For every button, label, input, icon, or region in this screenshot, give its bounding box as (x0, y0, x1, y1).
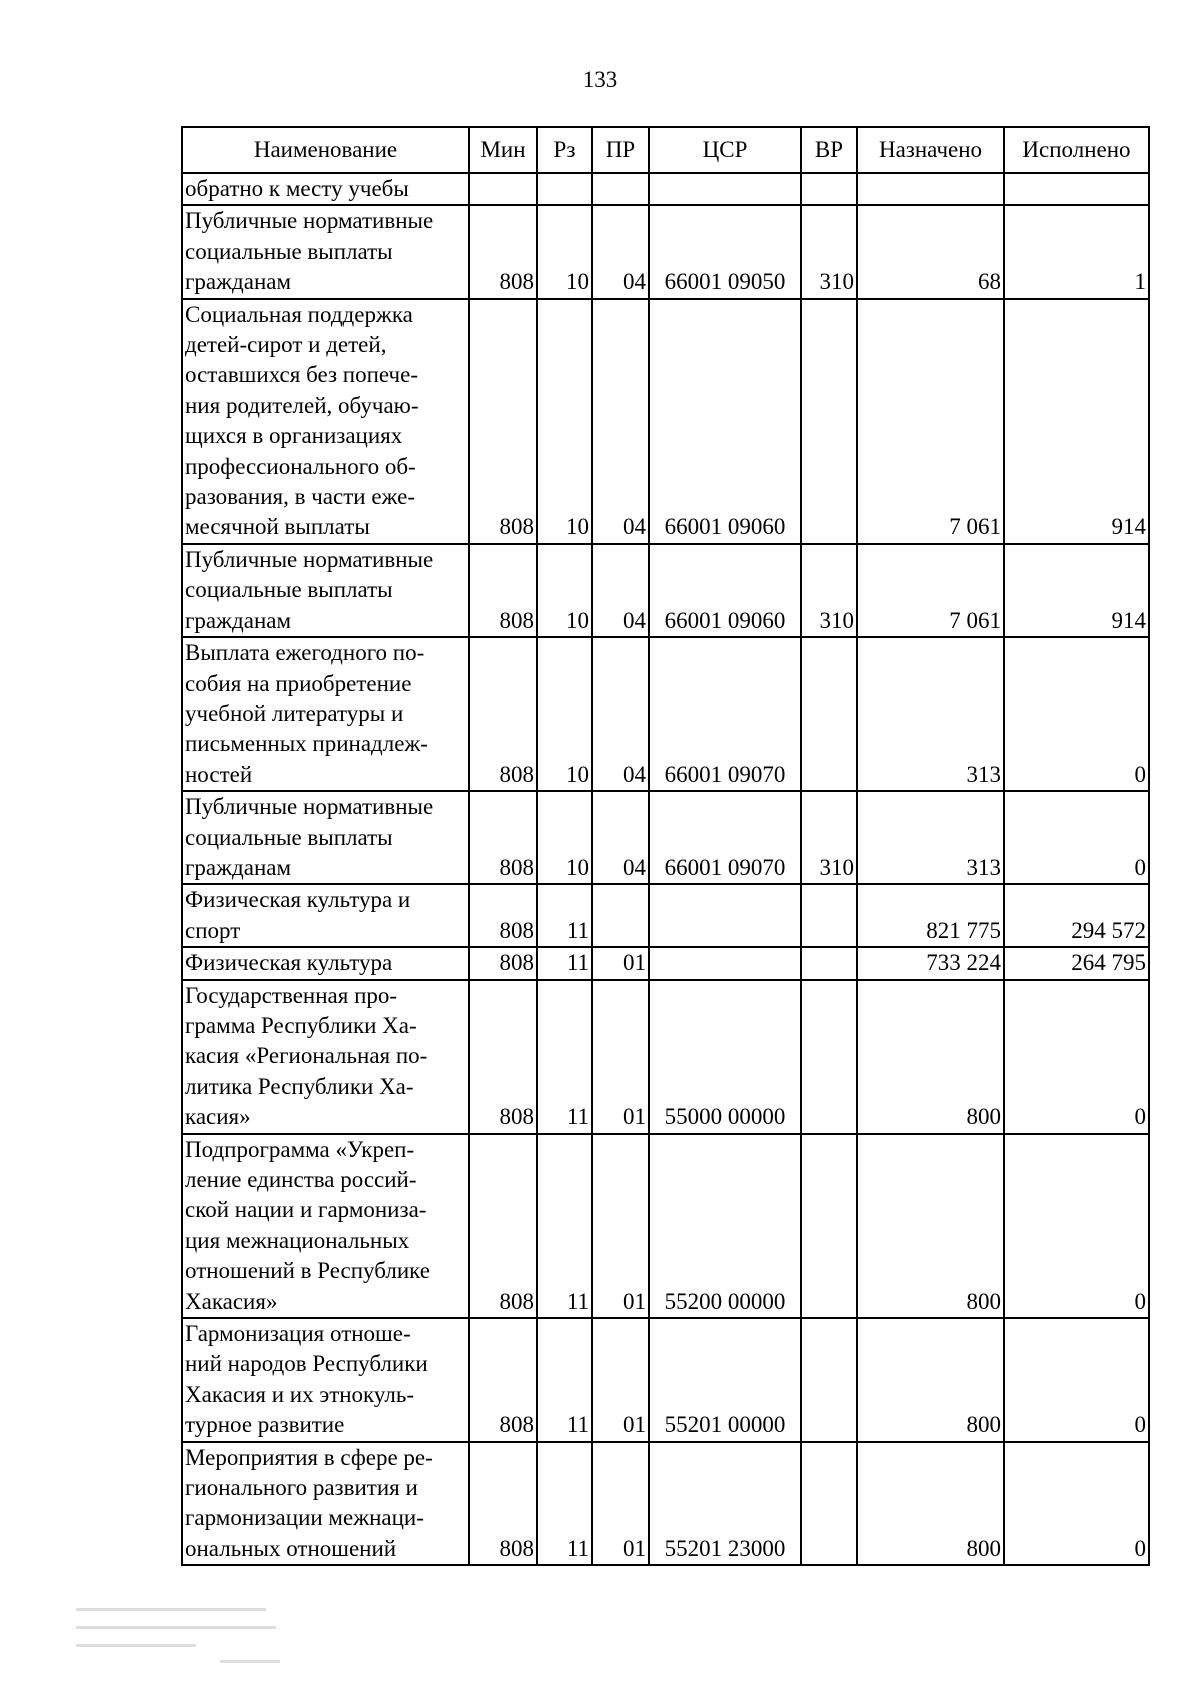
cell-pr: 04 (592, 205, 649, 298)
cell-vr (801, 1318, 857, 1442)
header-name: Наименование (182, 127, 469, 173)
cell-vr (801, 637, 857, 791)
cell-executed: 914 (1004, 299, 1149, 544)
cell-min: 808 (469, 884, 537, 947)
cell-rz: 11 (537, 1318, 592, 1442)
cell-min: 808 (469, 299, 537, 544)
cell-pr (592, 173, 649, 205)
cell-assigned: 733 224 (857, 947, 1004, 979)
cell-min: 808 (469, 980, 537, 1134)
cell-name: Публичные нормативные социальные выплаты гражданам (182, 544, 469, 637)
cell-assigned: 7 061 (857, 544, 1004, 637)
cell-rz: 11 (537, 884, 592, 947)
cell-pr: 01 (592, 980, 649, 1134)
header-csr: ЦСР (649, 127, 801, 173)
table-row (182, 1442, 1149, 1566)
cell-executed: 264 795 (1004, 947, 1149, 979)
cell-min: 808 (469, 1134, 537, 1318)
cell-executed: 914 (1004, 544, 1149, 637)
table-row (182, 205, 1149, 298)
cell-csr: 55201 00000 (649, 1318, 801, 1442)
cell-min: 808 (469, 1442, 537, 1566)
cell-rz: 10 (537, 299, 592, 544)
table-row (182, 884, 1149, 947)
cell-vr (801, 173, 857, 205)
cell-executed: 0 (1004, 1442, 1149, 1566)
header-min: Мин (469, 127, 537, 173)
header-vr: ВР (801, 127, 857, 173)
cell-name: Публичные нормативные социальные выплаты гражданам (182, 205, 469, 298)
cell-pr: 01 (592, 1318, 649, 1442)
cell-executed: 0 (1004, 791, 1149, 884)
cell-vr (801, 980, 857, 1134)
cell-csr: 55000 00000 (649, 980, 801, 1134)
cell-min: 808 (469, 544, 537, 637)
header-assigned: Назначено (857, 127, 1004, 173)
cell-rz: 11 (537, 947, 592, 979)
table-body (182, 173, 1149, 1565)
budget-table (181, 126, 1150, 1566)
faded-stamp (70, 1598, 282, 1670)
cell-pr: 04 (592, 637, 649, 791)
cell-vr (801, 299, 857, 544)
cell-pr: 04 (592, 544, 649, 637)
header-pr: ПР (592, 127, 649, 173)
page-number: 133 (582, 67, 618, 92)
cell-pr (592, 884, 649, 947)
cell-executed: 1 (1004, 205, 1149, 298)
cell-pr: 04 (592, 299, 649, 544)
cell-csr: 55201 23000 (649, 1442, 801, 1566)
cell-min: 808 (469, 947, 537, 979)
header-executed: Исполнено (1004, 127, 1149, 173)
cell-rz: 10 (537, 637, 592, 791)
cell-pr: 01 (592, 1134, 649, 1318)
cell-vr (801, 1134, 857, 1318)
table-row (182, 173, 1149, 205)
table-header-row (182, 127, 1149, 173)
table-row (182, 299, 1149, 544)
table-row (182, 1318, 1149, 1442)
table-row (182, 637, 1149, 791)
cell-rz: 11 (537, 1442, 592, 1566)
cell-vr: 310 (801, 791, 857, 884)
cell-csr (649, 173, 801, 205)
cell-name: Мероприятия в сфере ре- гионального развития и гармонизации межнаци- ональных отношений (182, 1442, 469, 1566)
cell-name: Государственная про- грамма Республики Ха- касия «Региональная по- литика Республики Ха- касия» (182, 980, 469, 1134)
cell-name: Подпрограмма «Укреп- ление единства россий- ской нации и гармониза- ция межнациональных отношений в Республике Хакасия» (182, 1134, 469, 1318)
cell-executed: 0 (1004, 1318, 1149, 1442)
table-row (182, 1134, 1149, 1318)
cell-assigned: 313 (857, 791, 1004, 884)
header-rz: Рз (537, 127, 592, 173)
table-row (182, 980, 1149, 1134)
cell-vr (801, 947, 857, 979)
cell-assigned: 68 (857, 205, 1004, 298)
table-row (182, 544, 1149, 637)
cell-rz (537, 173, 592, 205)
cell-rz: 10 (537, 205, 592, 298)
cell-executed: 294 572 (1004, 884, 1149, 947)
cell-min: 808 (469, 791, 537, 884)
cell-assigned: 800 (857, 1134, 1004, 1318)
cell-executed: 0 (1004, 980, 1149, 1134)
cell-min: 808 (469, 1318, 537, 1442)
cell-assigned: 7 061 (857, 299, 1004, 544)
cell-assigned: 821 775 (857, 884, 1004, 947)
cell-name: Выплата ежегодного по- собия на приобретение учебной литературы и письменных принадлеж- ностей (182, 637, 469, 791)
cell-rz: 10 (537, 791, 592, 884)
cell-vr (801, 1442, 857, 1566)
cell-min (469, 173, 537, 205)
cell-assigned: 313 (857, 637, 1004, 791)
cell-assigned (857, 173, 1004, 205)
cell-name: обратно к месту учебы (182, 173, 469, 205)
cell-csr: 66001 09060 (649, 299, 801, 544)
cell-csr (649, 947, 801, 979)
cell-min: 808 (469, 205, 537, 298)
cell-pr: 01 (592, 1442, 649, 1566)
cell-min: 808 (469, 637, 537, 791)
cell-csr: 66001 09060 (649, 544, 801, 637)
cell-assigned: 800 (857, 1318, 1004, 1442)
cell-name: Публичные нормативные социальные выплаты гражданам (182, 791, 469, 884)
cell-pr: 04 (592, 791, 649, 884)
cell-csr: 66001 09070 (649, 791, 801, 884)
table-row (182, 947, 1149, 979)
cell-assigned: 800 (857, 1442, 1004, 1566)
cell-assigned: 800 (857, 980, 1004, 1134)
cell-vr (801, 884, 857, 947)
cell-csr: 66001 09070 (649, 637, 801, 791)
table-row (182, 791, 1149, 884)
cell-name: Социальная поддержка детей-сирот и детей, оставшихся без попече- ния родителей, обучаю- щихся в организациях профессионального об- разования, в части еже- месячной выплаты (182, 299, 469, 544)
cell-vr: 310 (801, 544, 857, 637)
cell-executed: 0 (1004, 1134, 1149, 1318)
cell-rz: 11 (537, 1134, 592, 1318)
cell-rz: 11 (537, 980, 592, 1134)
cell-csr: 66001 09050 (649, 205, 801, 298)
cell-name: Гармонизация отноше- ний народов Республики Хакасия и их этнокуль- турное развитие (182, 1318, 469, 1442)
cell-executed (1004, 173, 1149, 205)
cell-name: Физическая культура (182, 947, 469, 979)
cell-csr: 55200 00000 (649, 1134, 801, 1318)
cell-pr: 01 (592, 947, 649, 979)
cell-vr: 310 (801, 205, 857, 298)
cell-name: Физическая культура и спорт (182, 884, 469, 947)
cell-executed: 0 (1004, 637, 1149, 791)
cell-rz: 10 (537, 544, 592, 637)
cell-csr (649, 884, 801, 947)
